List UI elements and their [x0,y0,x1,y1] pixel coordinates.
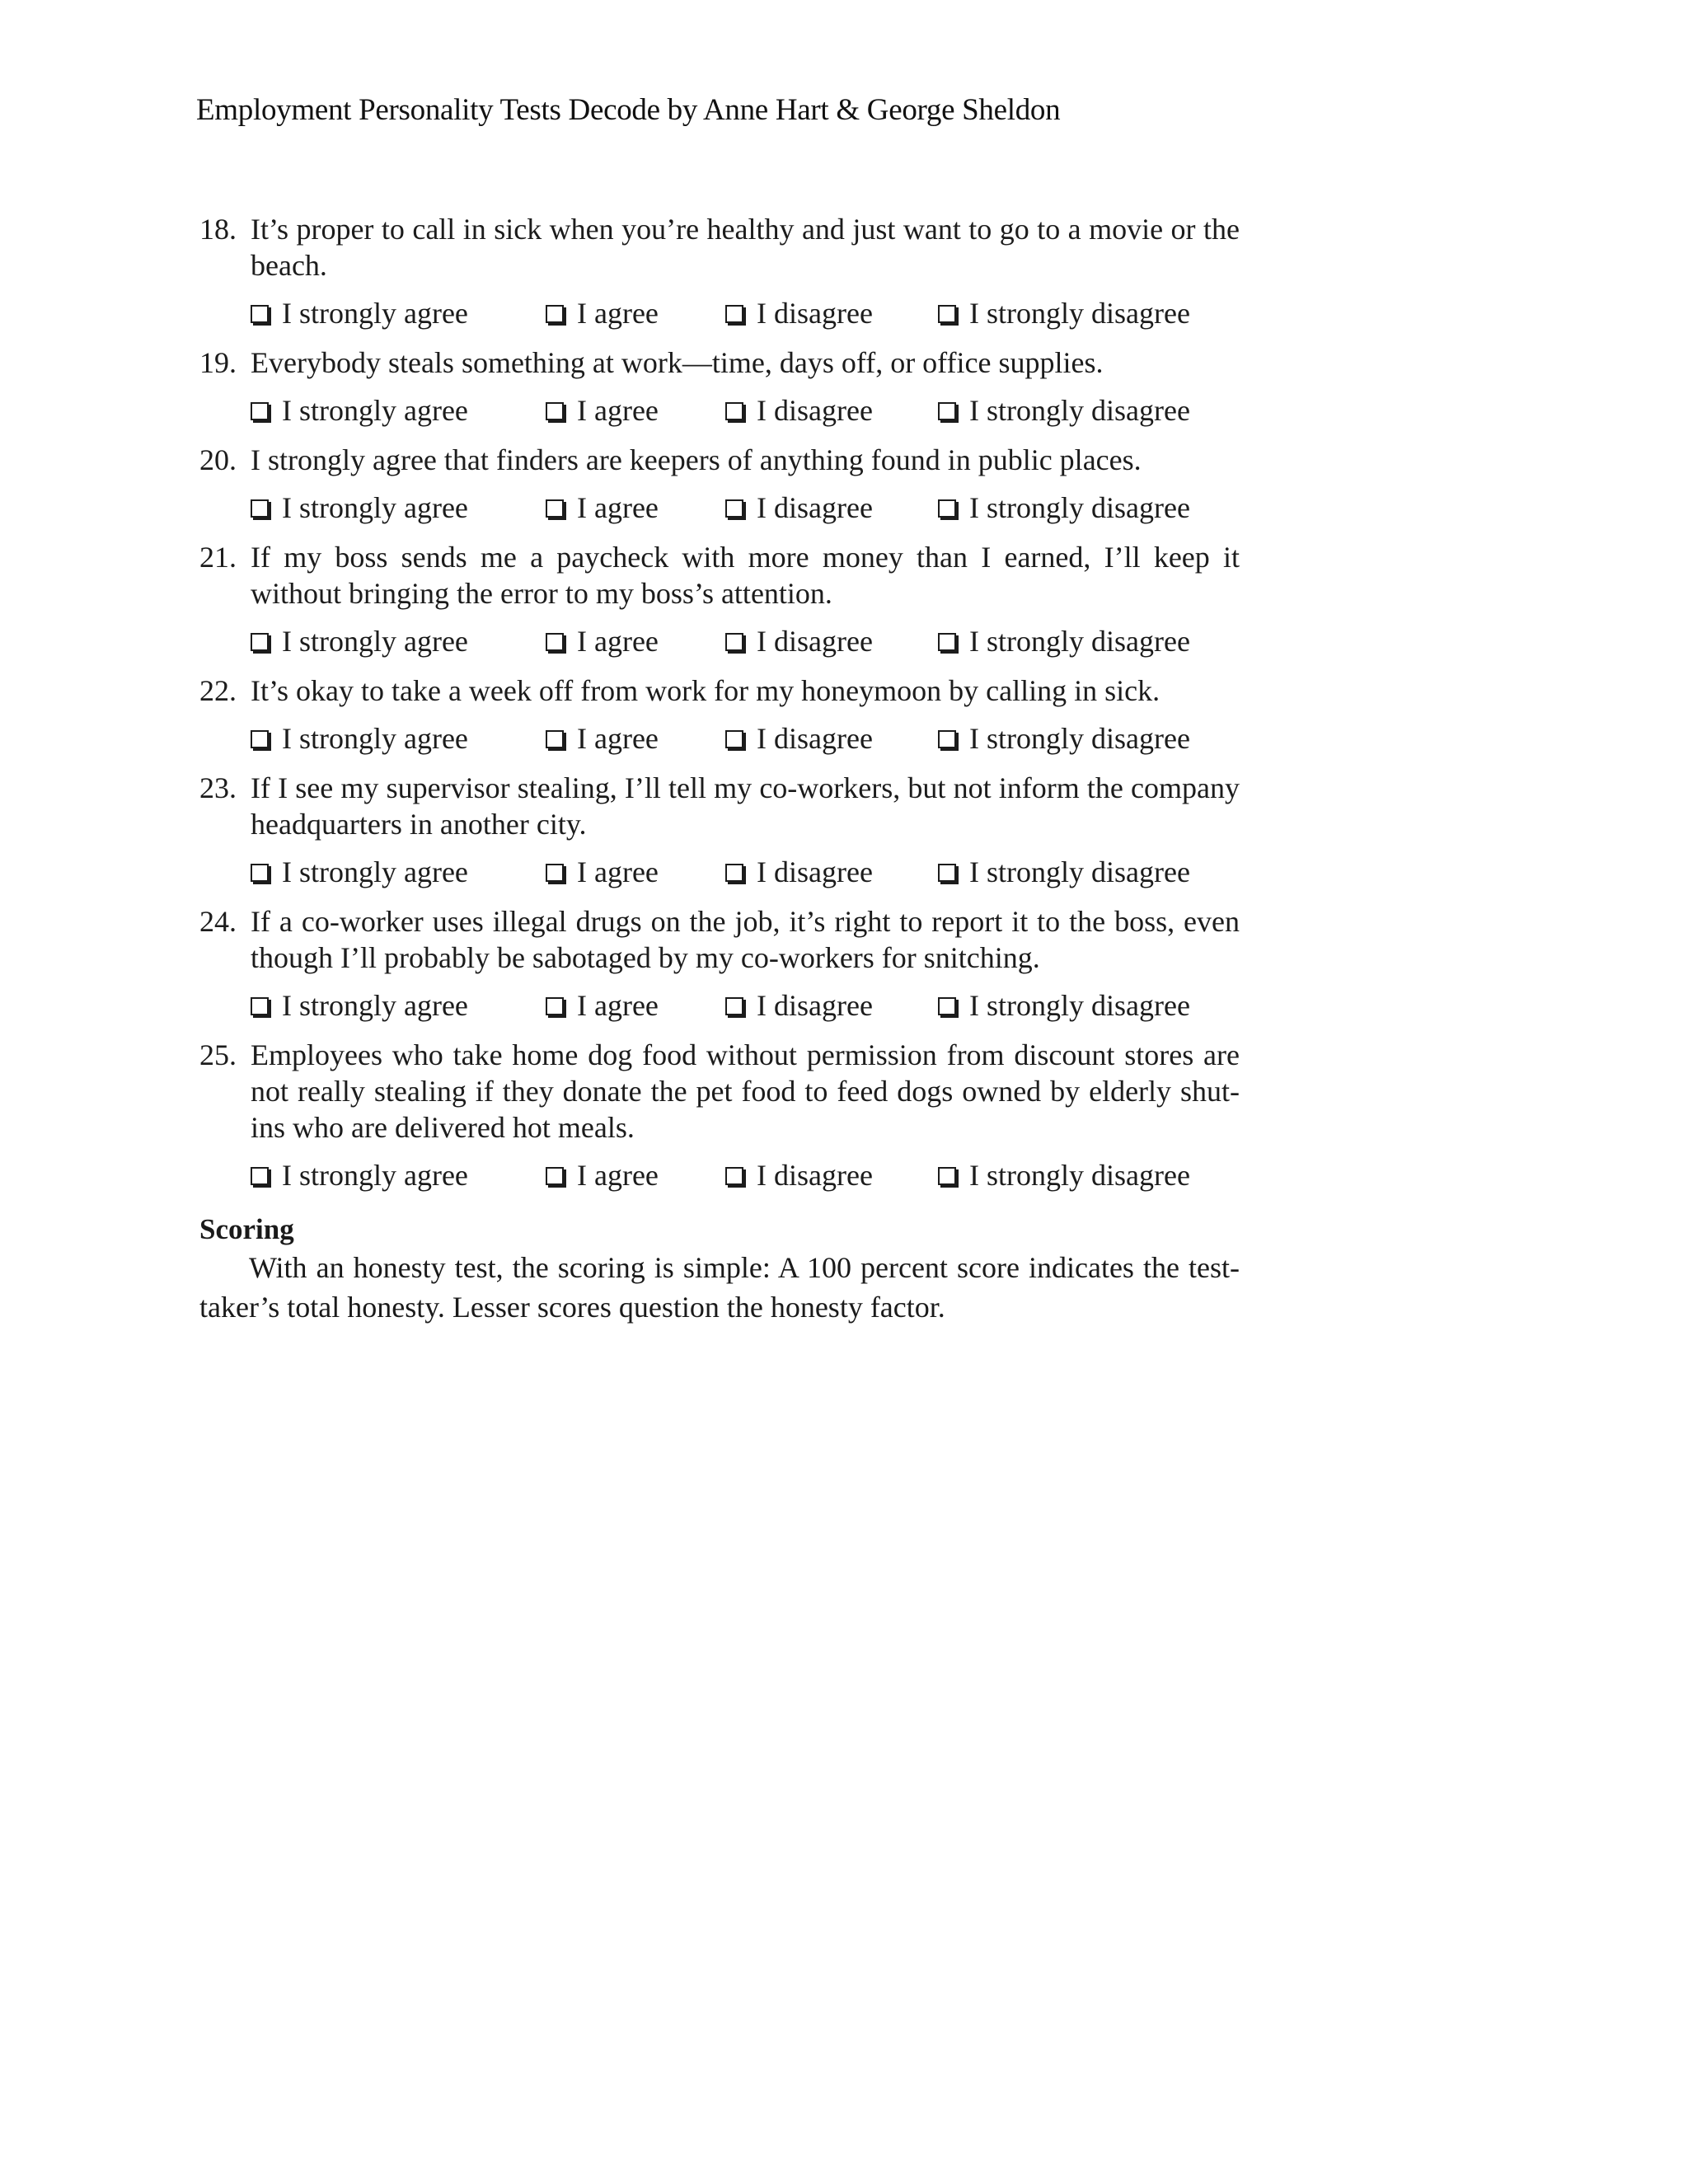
option-label: I disagree [757,1159,873,1192]
checkbox-icon[interactable] [725,499,743,518]
option-strongly-disagree[interactable] [938,623,1218,659]
question-number: 23. [199,771,237,804]
option-label: I strongly agree [282,491,468,524]
checkbox-icon[interactable] [938,730,956,748]
checkbox-icon[interactable] [251,499,269,518]
option-label: I strongly agree [282,297,468,330]
question-text: I strongly agree that finders are keepers of anything found in public places. [251,443,1142,476]
checkbox-icon[interactable] [725,305,743,323]
option-label: I strongly agree [282,394,468,427]
option-disagree[interactable] [725,1157,938,1193]
option-label: I disagree [757,855,873,888]
checkbox-icon[interactable] [251,1167,269,1185]
checkbox-icon[interactable] [546,402,564,420]
question-number: 20. [199,443,237,476]
option-strongly-agree[interactable] [251,623,546,659]
question-number: 25. [199,1038,237,1071]
question-text: If a co-worker uses illegal drugs on the job, it’s right to report it to the boss, even though I’ll probably be sabotaged by my co-workers for snitching. [251,905,1240,974]
checkbox-icon[interactable] [546,1167,564,1185]
scoring-section [199,1212,1240,1327]
option-disagree[interactable] [725,987,938,1024]
option-agree[interactable] [546,623,725,659]
question-text-row [199,211,1240,284]
answer-options [251,1157,1240,1193]
option-label: I strongly disagree [969,491,1190,524]
question-20 [199,442,1240,526]
checkbox-icon[interactable] [725,864,743,882]
option-label: I agree [577,625,659,658]
checkbox-icon[interactable] [938,499,956,518]
checkbox-icon[interactable] [725,1167,743,1185]
question-text: Employees who take home dog food without permission from discount stores are not really stealing if they donate the pet food to feed dogs owned by elderly shut-ins who are delivered hot meals. [251,1038,1240,1144]
answer-options [251,392,1240,429]
option-strongly-agree[interactable] [251,295,546,331]
question-text-row [199,770,1240,842]
question-21 [199,539,1240,659]
question-text: If my boss sends me a paycheck with more money than I earned, I’ll keep it without bringing the error to my boss’s attention. [251,541,1240,610]
question-text-row [199,344,1240,381]
answer-options [251,623,1240,659]
question-text-row [199,442,1240,478]
checkbox-icon[interactable] [938,633,956,651]
checkbox-icon[interactable] [546,997,564,1015]
option-label: I strongly disagree [969,297,1190,330]
question-text-row [199,539,1240,612]
option-strongly-agree[interactable] [251,720,546,757]
option-agree[interactable] [546,854,725,890]
option-disagree[interactable] [725,392,938,429]
option-label: I strongly agree [282,989,468,1022]
option-agree[interactable] [546,987,725,1024]
option-label: I agree [577,491,659,524]
option-strongly-disagree[interactable] [938,490,1218,526]
question-24 [199,903,1240,1024]
question-text-row [199,1037,1240,1146]
option-label: I disagree [757,722,873,755]
question-number: 19. [199,346,237,379]
option-label: I strongly agree [282,722,468,755]
checkbox-icon[interactable] [251,402,269,420]
checkbox-icon[interactable] [546,633,564,651]
question-19 [199,344,1240,429]
checkbox-icon[interactable] [251,730,269,748]
option-label: I strongly agree [282,855,468,888]
checkbox-icon[interactable] [725,633,743,651]
option-strongly-agree[interactable] [251,854,546,890]
option-agree[interactable] [546,392,725,429]
option-label: I agree [577,855,659,888]
question-18 [199,211,1240,331]
question-25 [199,1037,1240,1193]
option-label: I strongly disagree [969,855,1190,888]
option-disagree[interactable] [725,623,938,659]
question-text: Everybody steals something at work—time, days off, or office supplies. [251,346,1104,379]
answer-options [251,720,1240,757]
option-strongly-disagree[interactable] [938,987,1218,1024]
option-label: I disagree [757,491,873,524]
checkbox-icon[interactable] [546,305,564,323]
page-header: Employment Personality Tests Decode by Anne Hart & George Sheldon [196,93,1061,127]
question-text: It’s okay to take a week off from work for my honeymoon by calling in sick. [251,674,1160,707]
option-label: I strongly agree [282,625,468,658]
option-disagree[interactable] [725,720,938,757]
option-agree[interactable] [546,490,725,526]
option-strongly-disagree[interactable] [938,295,1218,331]
question-text: It’s proper to call in sick when you’re healthy and just want to go to a movie or the beach. [251,213,1240,282]
option-label: I disagree [757,625,873,658]
option-label: I strongly disagree [969,989,1190,1022]
checkbox-icon[interactable] [251,633,269,651]
option-disagree[interactable] [725,854,938,890]
checkbox-icon[interactable] [725,402,743,420]
option-strongly-disagree[interactable] [938,392,1218,429]
option-label: I agree [577,989,659,1022]
option-strongly-disagree[interactable] [938,854,1218,890]
checkbox-icon[interactable] [938,997,956,1015]
questionnaire [199,211,1240,1327]
option-disagree[interactable] [725,490,938,526]
option-agree[interactable] [546,295,725,331]
question-number: 18. [199,213,237,246]
option-label: I agree [577,722,659,755]
option-strongly-agree[interactable] [251,987,546,1024]
option-label: I agree [577,394,659,427]
option-disagree[interactable] [725,295,938,331]
checkbox-icon[interactable] [251,997,269,1015]
checkbox-icon[interactable] [938,1167,956,1185]
checkbox-icon[interactable] [546,499,564,518]
checkbox-icon[interactable] [725,997,743,1015]
option-label: I agree [577,1159,659,1192]
question-23 [199,770,1240,890]
option-label: I strongly disagree [969,722,1190,755]
question-text-row [199,673,1240,709]
checkbox-icon[interactable] [938,864,956,882]
answer-options [251,987,1240,1024]
checkbox-icon[interactable] [251,305,269,323]
checkbox-icon[interactable] [938,305,956,323]
scoring-title: Scoring [199,1213,294,1245]
checkbox-icon[interactable] [546,864,564,882]
question-22 [199,673,1240,757]
checkbox-icon[interactable] [546,730,564,748]
scoring-text: With an honesty test, the scoring is simple: A 100 percent score indicates the test-taker’s total honesty. Lesser scores question the honesty factor. [199,1251,1240,1324]
checkbox-icon[interactable] [725,730,743,748]
option-label: I disagree [757,989,873,1022]
answer-options [251,295,1240,331]
option-label: I disagree [757,297,873,330]
option-label: I disagree [757,394,873,427]
option-agree[interactable] [546,1157,725,1193]
question-number: 21. [199,541,237,574]
answer-options [251,490,1240,526]
option-strongly-disagree[interactable] [938,720,1218,757]
question-number: 24. [199,905,237,938]
checkbox-icon[interactable] [938,402,956,420]
option-label: I strongly disagree [969,1159,1190,1192]
option-label: I strongly disagree [969,394,1190,427]
question-text: If I see my supervisor stealing, I’ll tell my co-workers, but not inform the company headquarters in another city. [251,771,1240,841]
option-strongly-agree[interactable] [251,392,546,429]
option-label: I agree [577,297,659,330]
option-agree[interactable] [546,720,725,757]
option-strongly-agree[interactable] [251,1157,546,1193]
option-label: I strongly disagree [969,625,1190,658]
answer-options [251,854,1240,890]
question-number: 22. [199,674,237,707]
checkbox-icon[interactable] [251,864,269,882]
option-strongly-agree[interactable] [251,490,546,526]
question-text-row [199,903,1240,976]
option-strongly-disagree[interactable] [938,1157,1218,1193]
option-label: I strongly agree [282,1159,468,1192]
